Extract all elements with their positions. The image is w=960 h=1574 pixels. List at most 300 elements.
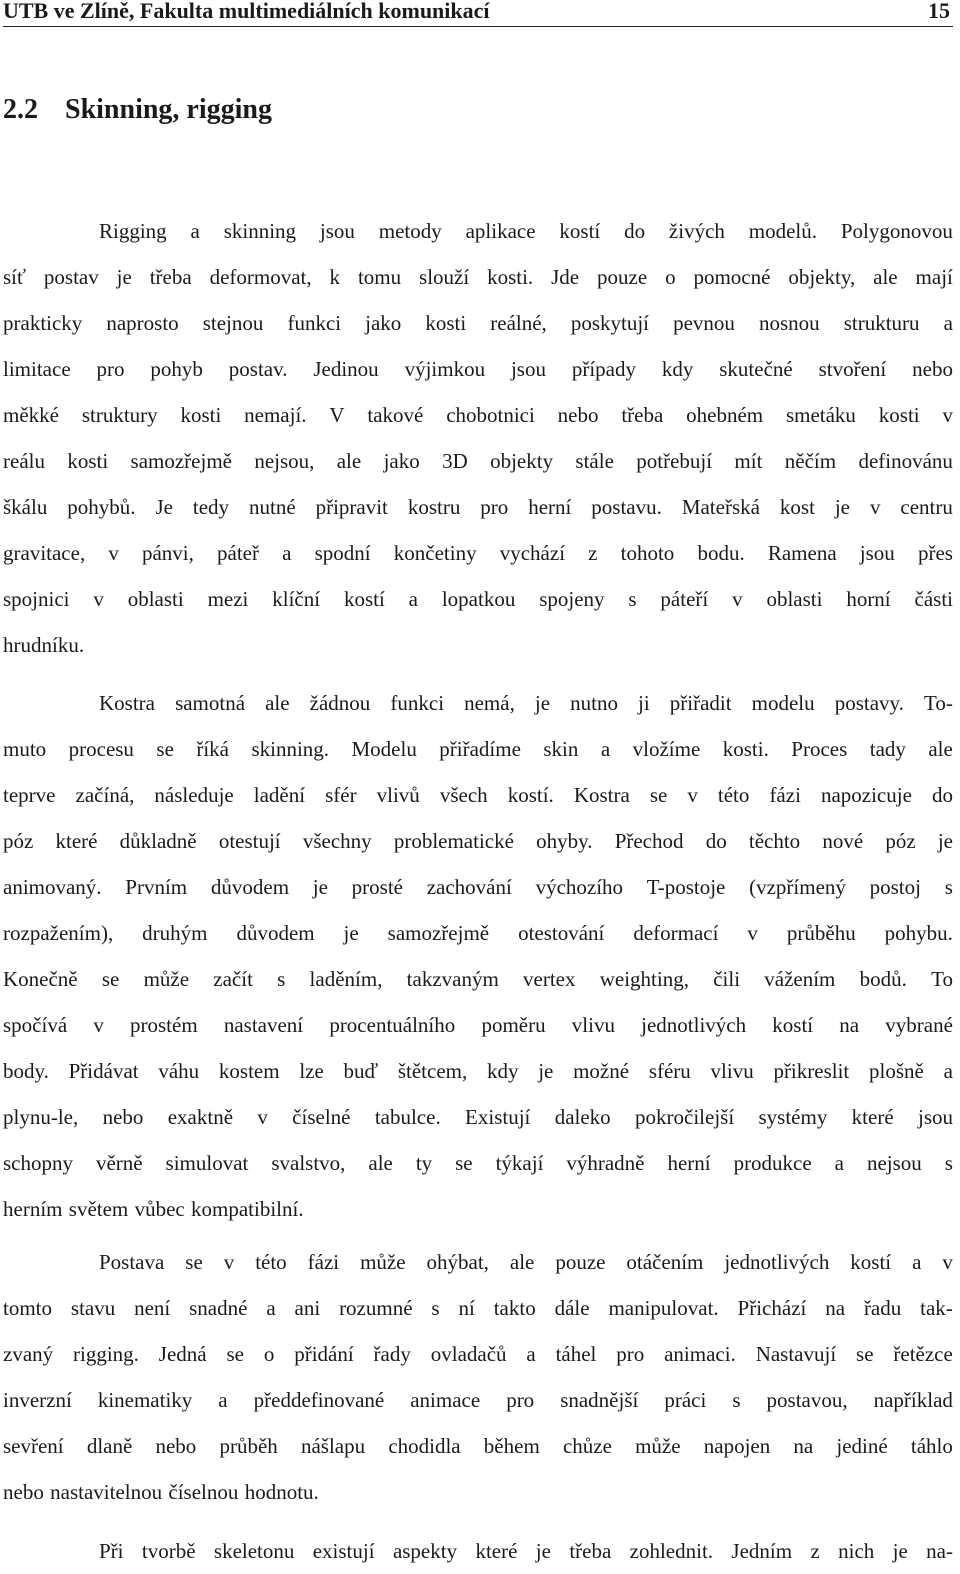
text-line [3,818,953,864]
word: ohýbat, [426,1250,489,1274]
word: laděním, [309,967,383,991]
word: vlivu [571,1013,615,1037]
word: Konečně [3,967,78,991]
word: ní [458,1296,475,1320]
word: připravit [315,495,388,519]
paragraph [3,1239,953,1515]
word: pomocné [693,265,771,289]
word: přes [917,541,953,565]
word: slouží [419,265,470,289]
word: je [535,1539,551,1563]
word: které [851,1105,894,1129]
word: do [624,219,646,243]
word: 3D [442,449,468,473]
word: body. [3,1059,49,1083]
word: fázi [307,1250,340,1274]
word: takto [493,1296,536,1320]
word: z [588,541,598,565]
word: Rigging [99,219,167,243]
word: hrudníku. [3,633,85,657]
word: nemají. [244,403,307,427]
word: a [282,541,292,565]
word: reálné, [490,311,547,335]
word: v [257,1105,268,1129]
text-line [3,1528,953,1574]
word: výhradně [566,1151,645,1175]
word: limitace [3,357,71,381]
word: postav [43,265,99,289]
word: všech [439,783,488,807]
word: klíční [272,587,321,611]
word: samozřejmě [130,449,232,473]
word: ty [415,1151,433,1175]
word: případy [571,357,636,381]
word: Jde [551,265,580,289]
word: je [892,1539,908,1563]
word: struktury [81,403,158,427]
text-line [3,910,953,956]
word: vlivů [376,783,420,807]
word: existují [312,1539,375,1563]
text-line [3,1094,953,1140]
word: důvodem [236,921,315,945]
word: je [116,265,132,289]
word: v [93,587,104,611]
word: nemá, [464,691,515,715]
word: snadnější [560,1388,639,1412]
word: skeletonu [213,1539,295,1563]
word: se [156,737,174,761]
word: bodu. [697,541,745,565]
word: v [93,1013,104,1037]
word: předdefinované [253,1388,385,1412]
word: Jedná [158,1342,207,1366]
text-line [3,622,953,668]
word: a [834,1151,844,1175]
word: schopny [3,1151,73,1175]
word: měkké [3,403,59,427]
word: číselné [292,1105,351,1129]
word: jsou [319,219,355,243]
word: tomto [3,1296,53,1320]
word: postoj [869,875,921,899]
word: tohoto [620,541,675,565]
text-line [3,1239,953,1285]
word: ani [294,1296,321,1320]
word: spojnici [3,587,70,611]
page-number: 15 [928,0,950,23]
word: živých [668,219,725,243]
word: do [931,783,953,807]
word: kosti [425,311,467,335]
word: řadu [863,1296,902,1320]
paragraph [3,208,953,668]
word: samozřejmě [387,921,490,945]
word: kinematiky [97,1388,193,1412]
word: číselnou [168,1480,239,1504]
text-line [3,956,953,1002]
word: se [455,1151,473,1175]
paragraph [3,680,953,1232]
word: Přidávat [68,1059,139,1083]
word: lze [299,1059,324,1083]
word: na [793,1434,814,1458]
word: lopatkou [441,587,516,611]
word: Kostra [573,783,630,807]
word: k [329,265,341,289]
word: s [628,587,637,611]
word: mít [734,449,763,473]
word: Mateřská [681,495,760,519]
word: na- [926,1539,953,1563]
word: póz [885,829,916,853]
text-line [3,1331,953,1377]
word: pohybů. [67,495,136,519]
word: této [255,1250,287,1274]
word: pánvi, [141,541,194,565]
word: nutno [570,691,618,715]
word: v [732,587,743,611]
word: končetiny [393,541,477,565]
word: pohybu. [884,921,953,945]
word: weighting, [599,967,689,991]
word: během [483,1434,540,1458]
word: animaci. [664,1342,736,1366]
word: a [266,1296,276,1320]
text-line [3,1285,953,1331]
word: vložíme [632,737,701,761]
word: herní [667,1151,711,1175]
word: stále [575,449,614,473]
word: stavu [70,1296,116,1320]
word: v [223,1250,235,1274]
text-line [3,576,953,622]
word: reálu [3,449,45,473]
word: ladění [253,783,306,807]
word: je [534,691,551,715]
word: takzvaným [406,967,499,991]
word: tomu [357,265,402,289]
word: vážením [764,967,836,991]
word: a [218,1388,228,1412]
word: Jedinou [313,357,379,381]
word: ale [928,737,953,761]
word: je [538,1059,554,1083]
word: čili [713,967,741,991]
word: a [912,1250,922,1274]
section-title: Skinning, rigging [65,94,272,125]
word: důvodem [210,875,290,899]
word: To [931,967,953,991]
word: postav. [228,357,288,381]
word: kompatibilní. [191,1197,304,1221]
word: chodidla [388,1434,461,1458]
word: ohyby. [536,829,593,853]
word: prakticky [3,311,83,335]
text-line [3,1048,953,1094]
word: snadné [189,1296,248,1320]
word: pouze [555,1250,606,1274]
word: s [431,1296,440,1320]
word: chobotnici [446,403,535,427]
word: důkladně [119,829,197,853]
word: a [600,737,611,761]
word: z [810,1539,820,1563]
word: výjimkou [404,357,486,381]
word: Ramena [767,541,837,565]
word: je [343,921,359,945]
word: skinning [223,219,297,243]
word: deformací [633,921,719,945]
word: Přechod [614,829,684,853]
word: váhu [158,1059,200,1083]
word: druhým [142,921,208,945]
word: poměru [481,1013,546,1037]
word: postavy. [834,691,904,715]
word: Modelu [351,737,417,761]
word: a [526,1342,536,1366]
word: kostí [772,1013,814,1037]
word: tvorbě [141,1539,196,1563]
word: fázi [769,783,801,807]
word: všechny [302,829,372,853]
word: rozumné [339,1296,413,1320]
text-line [3,254,953,300]
word: gravitace, [3,541,86,565]
word: zvaný [3,1342,54,1366]
word: tabulce. [374,1105,441,1129]
word: začít [213,967,253,991]
word: třeba [149,265,192,289]
text-line [3,680,953,726]
word: naprosto [106,311,179,335]
word: rozpažením), [3,921,114,945]
word: kosti. [722,737,769,761]
word: táhlo [910,1434,953,1458]
word: nebo [102,1105,144,1129]
word: vychází [499,541,566,565]
word: definovánu [858,449,953,473]
word: jednotlivých [724,1250,830,1274]
word: jsou [917,1105,953,1129]
word: v [869,495,881,519]
word: póz [3,829,34,853]
word: funkci [287,311,342,335]
word: nebo [912,357,953,381]
word: pro [480,495,509,519]
word: procesu [68,737,134,761]
word: postavou, [766,1388,848,1412]
word: páteří [660,587,709,611]
word: třeba [569,1539,612,1563]
word: tedy [192,495,230,519]
section-heading [3,92,272,128]
word: přiřadit [669,691,732,715]
word: Jedním [731,1539,793,1563]
word: Je [155,495,173,519]
word: v [687,783,698,807]
word: říká [196,737,229,761]
word: animace [410,1388,481,1412]
word: části [914,587,953,611]
word: kosti [180,403,222,427]
word: Kostra [99,691,155,715]
word: jednotlivých [641,1013,747,1037]
word: systémy [758,1105,828,1129]
word: animovaný. [3,875,102,899]
word: Prvním [125,875,188,899]
word: kostí [559,219,601,243]
word: napojen [703,1434,771,1458]
word: spojeny [539,587,605,611]
word: například [873,1388,953,1412]
word: kost [779,495,815,519]
word: této [717,783,750,807]
word: páteř [217,541,260,565]
text-line [3,208,953,254]
word: simulovat [165,1151,249,1175]
word: svalstvo, [271,1151,346,1175]
word: oblasti [127,587,184,611]
word: chůze [562,1434,612,1458]
word: se [649,783,668,807]
word: Polygonovou [840,219,953,243]
word: přidání [294,1342,354,1366]
text-line [3,530,953,576]
word: aplikace [465,219,536,243]
word: nich [838,1539,875,1563]
word: jsou [859,541,895,565]
word: hodnotu. [244,1480,319,1504]
word: jako [365,311,402,335]
word: kosti [878,403,920,427]
word: pouze [597,265,648,289]
word: zachování [426,875,512,899]
word: s [277,967,286,991]
word: pro [616,1342,645,1366]
word: škálu [3,495,48,519]
word: kostem [218,1059,280,1083]
word: plynu-le, [3,1105,79,1129]
word: sféru [648,1059,691,1083]
word: prosté [351,875,403,899]
word: mezi [207,587,249,611]
word: metody [378,219,442,243]
word: smetáku [785,403,856,427]
word: buď [343,1059,379,1083]
word: sevření [3,1434,64,1458]
word: je [937,829,953,853]
word: modelu [751,691,815,715]
word: zohlednit. [629,1539,714,1563]
word: postavu. [591,495,662,519]
word: vlivu [710,1059,754,1083]
word: sfér [325,783,357,807]
word: kdy [661,357,694,381]
word: žádnou [309,691,371,715]
word: nášlapu [300,1434,366,1458]
word: vybrané [885,1013,953,1037]
word: ovladačů [430,1342,507,1366]
word: přikreslit [773,1059,850,1083]
word: kostí [850,1250,892,1274]
word: V [329,403,345,427]
word: pevnou [673,311,735,335]
text-line [3,772,953,818]
word: ale [873,265,898,289]
word: teprve [3,783,56,807]
word: T-postoje [646,875,726,899]
word: otáčením [626,1250,704,1274]
word: takové [367,403,424,427]
word: ale [509,1250,535,1274]
word: stejnou [202,311,264,335]
word: inverzní [3,1388,72,1412]
word: kosti [67,449,109,473]
word: výchozího [535,875,624,899]
word: dále [554,1296,590,1320]
word: průběh [219,1434,278,1458]
word: se [101,967,120,991]
word: nastavení [223,1013,304,1037]
word: (vzpřímený [749,875,846,899]
word: nebo [557,403,599,427]
word: pro [96,357,125,381]
word: objekty [490,449,554,473]
word: rigging. [73,1342,139,1366]
text-line [3,1002,953,1048]
word: a [943,1059,953,1083]
word: manipulovat. [608,1296,719,1320]
word: Při [99,1539,124,1563]
word: daleko [554,1105,611,1129]
word: nosnou [758,311,820,335]
word: se [185,1250,203,1274]
word: procentuálního [329,1013,456,1037]
word: vertex [523,967,576,991]
word: vůbec [134,1197,185,1221]
word: poskytují [570,311,650,335]
word: skin [543,737,579,761]
word: tak- [920,1296,953,1320]
word: pokročilejší [635,1105,735,1129]
word: ji [638,691,650,715]
word: potřebují [636,449,713,473]
word: napozicuje [820,783,912,807]
word: těchto [748,829,801,853]
word: není [134,1296,171,1320]
word: v [942,1250,953,1274]
word: To- [923,691,953,715]
word: v [108,541,119,565]
word: Proces [791,737,848,761]
word: herním [3,1197,63,1221]
text-line [3,300,953,346]
word: Přichází [737,1296,807,1320]
word: může [143,967,190,991]
word: které [475,1539,518,1563]
word: spodní [314,541,371,565]
word: o [263,1342,275,1366]
word: nebo [155,1434,197,1458]
word: muto [3,737,47,761]
text-line [3,1469,953,1515]
text-line [3,726,953,772]
section-number: 2.2 [3,94,38,125]
word: produkce [733,1151,812,1175]
word: může [635,1434,681,1458]
word: skutečné [719,357,793,381]
